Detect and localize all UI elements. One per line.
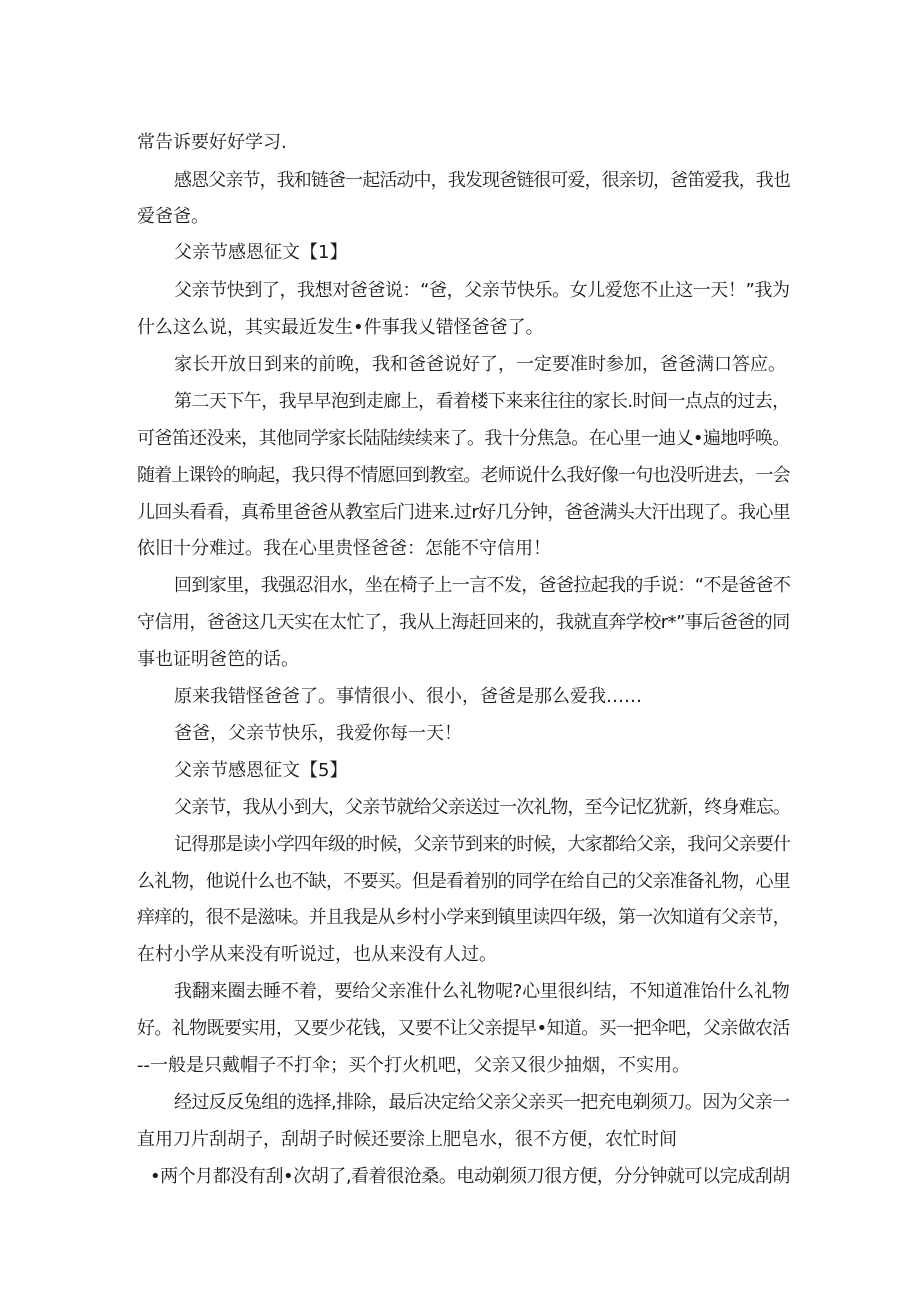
text-line: 父亲节快到了，我想对爸爸说：“爸，父亲节快乐。女儿爱您不止这一天！”我为 (174, 280, 790, 301)
text-line: 儿回头看看，真希里爸爸从教室后门进来.过r好几分钟，爸爸满头大汗出现了。我心里 (137, 502, 790, 523)
text-line: 记得那是读小学四年级的时候，父亲节到来的时候，大家都给父亲，我问父亲要什 (174, 834, 790, 855)
text-line: 爱爸爸。 (137, 206, 209, 227)
text-line: 爸爸，父亲节快乐，我爱你每一天！ (174, 723, 462, 744)
text-line: 守信用，爸爸这几天实在太忙了，我从上海赶回来的，我就直奔学校r*”事后爸爸的同 (137, 612, 790, 633)
text-line: 经过反反兔组的选择,排除，最后决定给父亲父亲买一把充电剃须刀。因为父亲一 (174, 1092, 790, 1113)
text-line: 可爸笛还没来，其他同学家长陆陆续续来了。我十分焦急。在心里一迪乂•遍地呼唤。 (137, 428, 790, 449)
section-heading: 父亲节感恩征文【5】 (174, 760, 348, 781)
text-line: --一般是只戴帽子不打伞；买个打火机吧，父亲又很少抽烟，不实用。 (137, 1055, 690, 1076)
text-line: 在村小学从来没有听说过，也从来没有人过。 (137, 944, 497, 965)
section-heading: 父亲节感恩征文【1】 (174, 242, 348, 263)
text-line: 回到家里，我强忍泪水，坐在椅子上一言不发，爸爸拉起我的手说：“不是爸爸不 (174, 575, 791, 596)
text-line: 直用刀片刮胡子，刮胡子时候还要涂上肥皂水，很不方便，农忙时间 (137, 1129, 677, 1150)
text-line: 我翻来圈去睡不着，要给父亲准什么礼物呢?心里很纠结，不知道准饴什么礼物 (174, 981, 790, 1002)
text-line: 痒痒的，很不是滋味。并且我是从乡村小学来到镇里读四年级，第一次知道有父亲节， (137, 907, 790, 928)
text-line: •两个月都没有刮•次胡了,看着很沧桑。电动剃须刀很方便，分分钟就可以完成刮胡 (150, 1166, 790, 1187)
text-line: 什么这么说，其实最近发生•件事我乂错怪爸爸了。 (137, 317, 544, 338)
text-line: 感恩父亲节，我和链爸一起活动中，我发现爸链很可爱，很亲切，爸笛爱我，我也 (174, 170, 790, 191)
text-line: 么礼物，他说什么也不缺，不要买。但是看着别的同学在给自己的父亲准备礼物，心里 (137, 871, 790, 892)
text-line: 原来我错怪爸爸了。事情很小、很小，爸爸是那么爱我…… (174, 686, 642, 707)
text-line: 常告诉要好好学习. (137, 132, 287, 153)
text-line: 父亲节，我从小到大，父亲节就给父亲送过一次礼物，至今记忆犹新，终身难忘。 (174, 797, 790, 818)
text-line: 依旧十分难过。我在心里贵怪爸爸：怎能不守信用！ (137, 538, 551, 559)
text-line: 第二天下午，我早早泡到走廊上，看着楼下来来往往的家长.时间一点点的过去， (174, 391, 790, 412)
text-line: 好。礼物既要实用，又要少花钱，又要不让父亲提早•知道。买一把伞吧，父亲做农活 (137, 1018, 790, 1039)
text-line: 事也证明爸笆的话。 (137, 649, 299, 670)
text-line: 随着上课铃的晌起，我只得不情愿回到教室。老师说什么我好像一句也没听进去，一会 (137, 465, 790, 486)
text-line: 家长开放日到来的前晚，我和爸爸说好了，一定要准时参加，爸爸满口答应。 (174, 354, 786, 375)
